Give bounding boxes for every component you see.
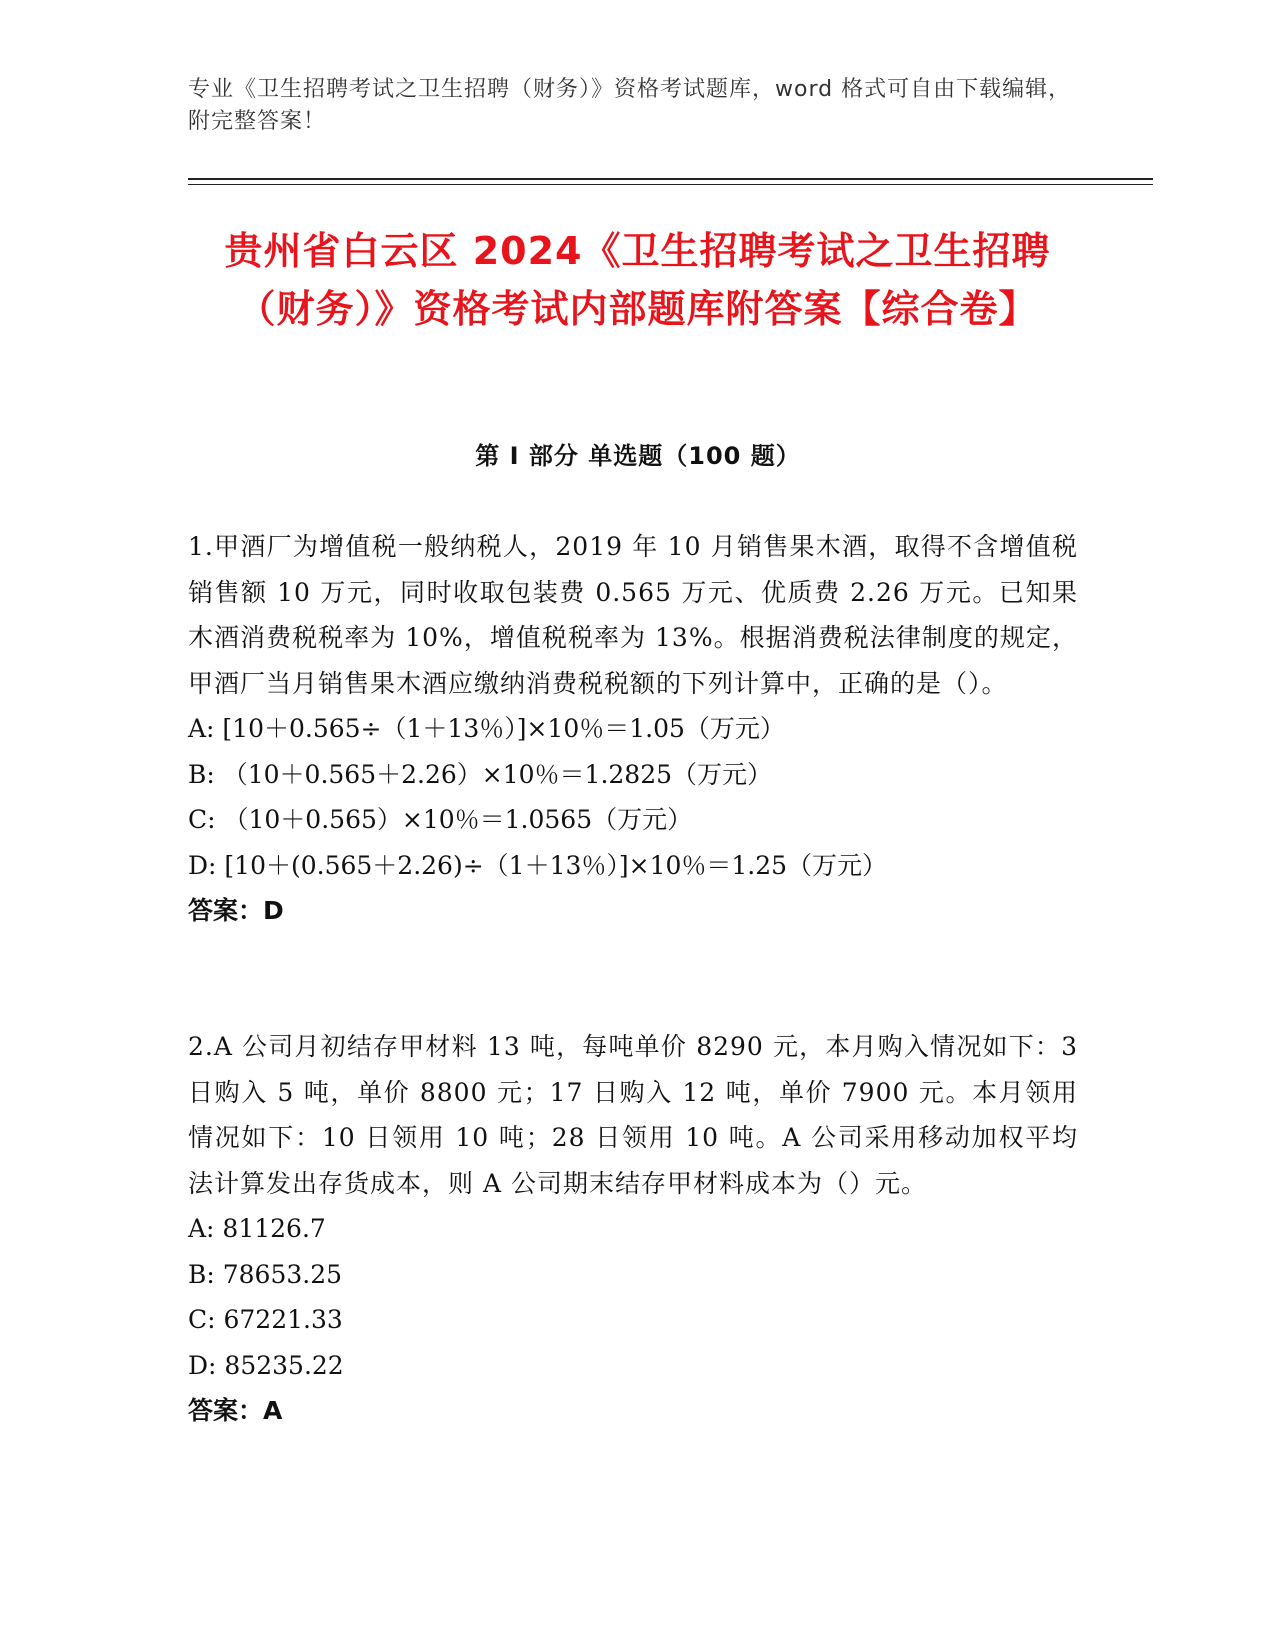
section-title: 第 I 部分 单选题（100 题）: [475, 442, 801, 470]
question-block: [188, 524, 1078, 934]
header-divider-thick: [188, 178, 1153, 180]
question-option-c: C: （10＋0.565）×10％＝1.0565（万元）: [188, 805, 693, 834]
question-option-b: B: 78653.25: [188, 1259, 343, 1289]
document-title: 贵州省白云区 2024《卫生招聘考试之卫生招聘（财务）》资格考试内部题库附答案【综合卷】: [224, 229, 1051, 331]
question-option-d: D: 85235.22: [188, 1350, 344, 1380]
question-answer: 答案：A: [188, 1396, 283, 1425]
header-divider-thin: [188, 184, 1153, 185]
question-option-a: A: 81126.7: [188, 1214, 326, 1243]
question-option-a: A: [10＋0.565÷（1＋13％）]×10％＝1.05（万元）: [188, 714, 785, 743]
question-block: [188, 1024, 1078, 1434]
question-option-d: D: [10＋(0.565＋2.26)÷（1＋13％）]×10％＝1.25（万元）: [188, 850, 888, 880]
question-stem: 2.A 公司月初结存甲材料 13 吨，每吨单价 8290 元，本月购入情况如下：3 日购入 5 吨，单价 8800 元；17 日购入 12 吨，单价 7900 元。本月领用情况如下：10 日领用 10 吨；28 日领用 10 吨。A 公司采用移动加权平均法计算发出存货成本，则 A 公司期末结存甲材料成本为（）元。: [188, 1032, 1078, 1198]
question-option-c: C: 67221.33: [188, 1305, 343, 1334]
question-option-b: B: （10＋0.565＋2.26）×10％＝1.2825（万元）: [188, 759, 773, 789]
question-answer: 答案：D: [188, 896, 284, 925]
header-note: 专业《卫生招聘考试之卫生招聘（财务）》资格考试题库，word 格式可自由下载编辑，附完整答案！: [188, 77, 1072, 134]
question-stem: 1.甲酒厂为增值税一般纳税人，2019 年 10 月销售果木酒，取得不含增值税销售额 10 万元，同时收取包装费 0.565 万元、优质费 2.26 万元。已知果木酒消费税税率为 10%，增值税税率为 13%。根据消费税法律制度的规定，甲酒厂当月销售果木酒应缴纳消费税税额的下列计算中，正确的是（）。: [188, 532, 1078, 698]
